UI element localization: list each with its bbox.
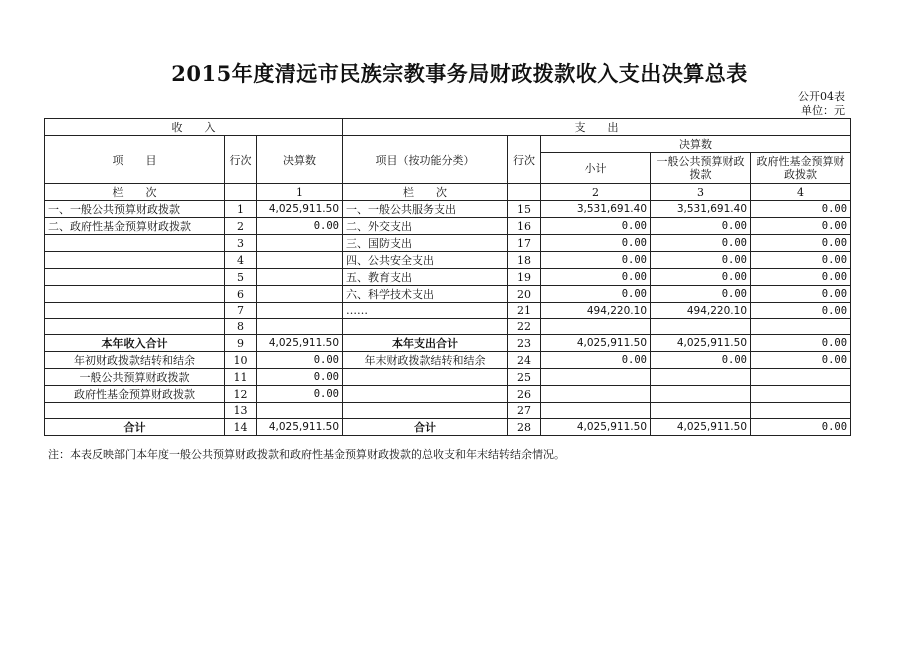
income-line-header: 行次 — [225, 136, 257, 184]
column-index-4: 4 — [751, 184, 851, 201]
expense-general-cell: 4,025,911.50 — [651, 419, 751, 436]
income-amount-cell — [257, 303, 343, 319]
expense-fund-cell — [751, 403, 851, 419]
expense-item-cell — [343, 319, 508, 335]
expense-line-cell: 18 — [508, 252, 541, 269]
expense-line-cell: 23 — [508, 335, 541, 352]
expense-item-cell: 四、公共安全支出 — [343, 252, 508, 269]
expense-general-cell — [651, 386, 751, 403]
income-amount-cell: 4,025,911.50 — [257, 201, 343, 218]
expense-fund-cell: 0.00 — [751, 335, 851, 352]
expense-item-cell: 一、一般公共服务支出 — [343, 201, 508, 218]
income-item-cell — [45, 252, 225, 269]
expense-general-cell: 0.00 — [651, 235, 751, 252]
expense-line-cell: 25 — [508, 369, 541, 386]
expense-general-cell: 4,025,911.50 — [651, 335, 751, 352]
income-line-cell: 13 — [225, 403, 257, 419]
expense-subtotal-cell: 3,531,691.40 — [541, 201, 651, 218]
expense-subtotal-cell: 0.00 — [541, 286, 651, 303]
gov-fund-header: 政府性基金预算财政拨款 — [751, 153, 851, 184]
table-row — [45, 369, 851, 386]
general-budget-header: 一般公共预算财政拨款 — [651, 153, 751, 184]
expense-subtotal-cell — [541, 386, 651, 403]
expense-line-cell: 22 — [508, 319, 541, 335]
expense-item-cell — [343, 369, 508, 386]
expense-line-cell: 17 — [508, 235, 541, 252]
table-row — [45, 335, 851, 352]
income-line-cell: 12 — [225, 386, 257, 403]
income-amount-cell: 0.00 — [257, 352, 343, 369]
expense-header: 支 出 — [343, 119, 851, 136]
income-item-cell: 年初财政拨款结转和结余 — [45, 352, 225, 369]
expense-general-cell: 0.00 — [651, 269, 751, 286]
expense-item-cell: 五、教育支出 — [343, 269, 508, 286]
expense-amount-group-header: 决算数 — [541, 136, 851, 153]
expense-item-cell: 本年支出合计 — [343, 335, 508, 352]
table-row — [45, 286, 851, 303]
income-amount-cell — [257, 403, 343, 419]
expense-item-cell — [343, 386, 508, 403]
expense-fund-cell: 0.00 — [751, 352, 851, 369]
income-line-cell: 9 — [225, 335, 257, 352]
income-item-cell: 二、政府性基金预算财政拨款 — [45, 218, 225, 235]
expense-general-cell — [651, 369, 751, 386]
table-row — [45, 201, 851, 218]
income-item-cell: 一、一般公共预算财政拨款 — [45, 201, 225, 218]
income-amount-cell: 4,025,911.50 — [257, 335, 343, 352]
expense-fund-cell — [751, 319, 851, 335]
income-line-cell: 4 — [225, 252, 257, 269]
expense-subtotal-cell: 4,025,911.50 — [541, 335, 651, 352]
income-item-cell — [45, 403, 225, 419]
expense-subtotal-cell: 0.00 — [541, 352, 651, 369]
income-amount-cell — [257, 269, 343, 286]
expense-item-header: 项目（按功能分类） — [343, 136, 508, 184]
expense-general-cell: 3,531,691.40 — [651, 201, 751, 218]
income-amount-cell: 0.00 — [257, 369, 343, 386]
income-line-cell: 14 — [225, 419, 257, 436]
expense-item-cell: 合计 — [343, 419, 508, 436]
income-item-cell: 本年收入合计 — [45, 335, 225, 352]
expense-item-cell — [343, 403, 508, 419]
income-item-cell: 一般公共预算财政拨款 — [45, 369, 225, 386]
expense-fund-cell: 0.00 — [751, 303, 851, 319]
income-header: 收 入 — [45, 119, 343, 136]
expense-fund-cell: 0.00 — [751, 286, 851, 303]
expense-line-cell: 24 — [508, 352, 541, 369]
income-line-cell: 1 — [225, 201, 257, 218]
income-line-cell: 8 — [225, 319, 257, 335]
expense-line-cell: 15 — [508, 201, 541, 218]
unit-label: 单位：元 — [801, 104, 845, 117]
expense-item-cell: 二、外交支出 — [343, 218, 508, 235]
expense-subtotal-cell: 0.00 — [541, 218, 651, 235]
expense-item-cell: …… — [343, 303, 508, 319]
expense-subtotal-cell — [541, 319, 651, 335]
table-row — [45, 218, 851, 235]
income-line-cell: 11 — [225, 369, 257, 386]
table-row — [45, 319, 851, 335]
income-item-cell: 合计 — [45, 419, 225, 436]
table-row — [45, 303, 851, 319]
budget-summary-table — [44, 118, 851, 436]
expense-subtotal-cell: 494,220.10 — [541, 303, 651, 319]
expense-fund-cell: 0.00 — [751, 252, 851, 269]
table-row — [45, 235, 851, 252]
expense-item-cell: 六、科学技术支出 — [343, 286, 508, 303]
column-index-label-2: 栏 次 — [343, 184, 508, 201]
income-amount-cell — [257, 286, 343, 303]
income-amount-header: 决算数 — [257, 136, 343, 184]
income-amount-cell — [257, 252, 343, 269]
income-item-cell — [45, 319, 225, 335]
expense-general-cell: 0.00 — [651, 218, 751, 235]
expense-general-cell: 0.00 — [651, 352, 751, 369]
income-line-cell: 5 — [225, 269, 257, 286]
footnote: 注：本表反映部门本年度一般公共预算财政拨款和政府性基金预算财政拨款的总收支和年末结转结余情况。 — [48, 448, 565, 461]
expense-line-cell: 16 — [508, 218, 541, 235]
income-item-cell — [45, 269, 225, 286]
expense-line-header: 行次 — [508, 136, 541, 184]
column-index-3: 3 — [651, 184, 751, 201]
expense-subtotal-cell: 0.00 — [541, 252, 651, 269]
expense-line-cell: 27 — [508, 403, 541, 419]
income-line-cell: 6 — [225, 286, 257, 303]
expense-general-cell — [651, 403, 751, 419]
expense-fund-cell — [751, 386, 851, 403]
column-index-1: 1 — [257, 184, 343, 201]
expense-line-cell: 19 — [508, 269, 541, 286]
table-row — [45, 419, 851, 436]
page-title: 2015年度清远市民族宗教事务局财政拨款收入支出决算总表 — [171, 61, 748, 86]
table-row — [45, 403, 851, 419]
expense-general-cell — [651, 319, 751, 335]
income-line-cell: 3 — [225, 235, 257, 252]
expense-fund-cell: 0.00 — [751, 218, 851, 235]
table-row — [45, 269, 851, 286]
expense-general-cell: 0.00 — [651, 252, 751, 269]
income-item-header: 项 目 — [45, 136, 225, 184]
expense-general-cell: 0.00 — [651, 286, 751, 303]
income-amount-cell — [257, 319, 343, 335]
expense-line-cell: 21 — [508, 303, 541, 319]
income-item-cell — [45, 286, 225, 303]
expense-subtotal-cell: 0.00 — [541, 269, 651, 286]
expense-line-cell: 28 — [508, 419, 541, 436]
expense-fund-cell: 0.00 — [751, 419, 851, 436]
table-row — [45, 252, 851, 269]
expense-subtotal-cell — [541, 369, 651, 386]
income-amount-cell: 4,025,911.50 — [257, 419, 343, 436]
income-amount-cell: 0.00 — [257, 218, 343, 235]
expense-line-cell: 20 — [508, 286, 541, 303]
expense-fund-cell: 0.00 — [751, 235, 851, 252]
form-number: 公开04表 — [798, 90, 845, 103]
table-row — [45, 386, 851, 403]
income-amount-cell: 0.00 — [257, 386, 343, 403]
table-row — [45, 352, 851, 369]
income-item-cell — [45, 235, 225, 252]
expense-fund-cell — [751, 369, 851, 386]
expense-subtotal-cell — [541, 403, 651, 419]
column-index-label: 栏 次 — [45, 184, 225, 201]
expense-fund-cell: 0.00 — [751, 201, 851, 218]
expense-item-cell: 年末财政拨款结转和结余 — [343, 352, 508, 369]
expense-subtotal-cell: 0.00 — [541, 235, 651, 252]
income-line-cell: 2 — [225, 218, 257, 235]
expense-line-cell: 26 — [508, 386, 541, 403]
expense-item-cell: 三、国防支出 — [343, 235, 508, 252]
income-amount-cell — [257, 235, 343, 252]
income-line-cell: 10 — [225, 352, 257, 369]
expense-general-cell: 494,220.10 — [651, 303, 751, 319]
income-item-cell: 政府性基金预算财政拨款 — [45, 386, 225, 403]
expense-fund-cell: 0.00 — [751, 269, 851, 286]
expense-subtotal-cell: 4,025,911.50 — [541, 419, 651, 436]
income-item-cell — [45, 303, 225, 319]
column-index-2: 2 — [541, 184, 651, 201]
subtotal-header: 小计 — [541, 153, 651, 184]
income-line-cell: 7 — [225, 303, 257, 319]
